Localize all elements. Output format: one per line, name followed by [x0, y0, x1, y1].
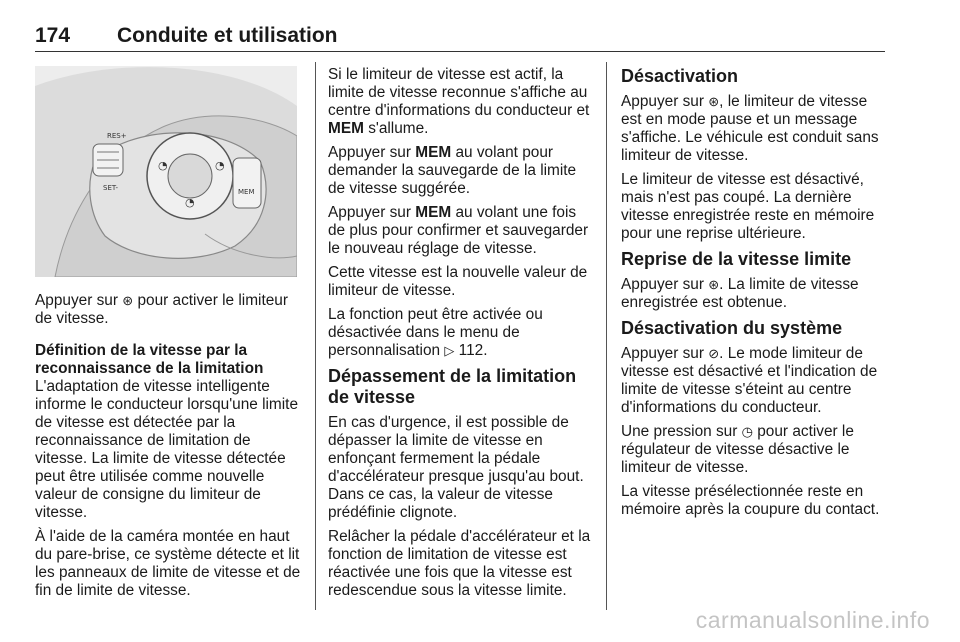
column-2	[328, 66, 594, 606]
paragraph: L'adaptation de vitesse intelligente informe le conducteur lorsqu'une limite de vitesse est détectée par la reconnaissance de limitation de vitesse. La limite de vitesse détectée peut être utilisée comme nouvelle valeur de consigne du limiteur de vitesse.	[35, 378, 299, 521]
paragraph: La vitesse présélectionnée reste en mémoire après la coupure du contact.	[621, 483, 880, 518]
paragraph: Cette vitesse est la nouvelle valeur de limiteur de vitesse.	[328, 264, 588, 299]
steering-wheel-drawing	[35, 66, 297, 277]
section-heading: Dépassement de la limitation de vitesse	[328, 366, 577, 407]
section-heading: Désactivation du système	[621, 318, 843, 338]
column-1	[35, 292, 301, 606]
section-heading: Reprise de la vitesse limite	[621, 249, 852, 269]
page-reference-arrow-icon: ▷	[444, 343, 455, 358]
page-number: 174	[35, 24, 71, 47]
paragraph: Le limiteur de vitesse est désactivé, mais n'est pas coupé. La dernière vitesse enregistrée reste en mémoire pour une reprise ultérieure.	[621, 171, 875, 242]
steering-wheel-controls-illustration	[35, 66, 297, 277]
paragraph: Appuyer sur MEM au volant une fois de plus pour confirmer et sauvegarder le nouveau réglage de vitesse.	[328, 204, 589, 257]
limiter-off-icon: ⊘	[708, 346, 720, 361]
paragraph: En cas d'urgence, il est possible de dépasser la limite de vitesse en enfonçant fermement la pédale d'accélérateur presque jusqu'au bout. Dans ce cas, la valeur de vitesse prédéfinie clignote.	[328, 414, 584, 521]
column-divider	[315, 62, 316, 610]
page-title: Conduite et utilisation	[117, 24, 338, 47]
paragraph: Une pression sur ◷ pour activer le régulateur de vitesse désactive le limiteur de vitesse.	[621, 423, 854, 476]
column-3	[621, 66, 889, 525]
svg-text:◔: ◔	[215, 159, 225, 172]
paragraph: À l'aide de la caméra montée en haut du pare-brise, ce système détecte et lit les panneaux de limite de vitesse et de fin de limite de vitesse.	[35, 528, 301, 599]
paragraph: Appuyer sur ⊛. La limite de vitesse enregistrée est obtenue.	[621, 276, 859, 311]
cruise-control-icon: ◷	[741, 424, 753, 439]
header-rule	[35, 51, 885, 52]
paragraph: Relâcher la pédale d'accélérateur et la fonction de limitation de vitesse est réactivée une fois que la vitesse est redescendue sous la vitesse limite.	[328, 528, 591, 599]
svg-text:◔: ◔	[185, 196, 195, 209]
column-divider	[606, 62, 607, 610]
svg-text:◔: ◔	[158, 159, 168, 172]
paragraph: Appuyer sur ⊘. Le mode limiteur de vitesse est désactivé et l'indication de limite de vitesse s'éteint au centre d'informations du conducteur.	[621, 345, 878, 416]
mem-label: MEM	[238, 188, 255, 196]
paragraph: Appuyer sur ⊛, le limiteur de vitesse est en mode pause et un message s'affiche. Le véhicule est conduit sans limiteur de vitesse.	[621, 93, 879, 164]
speed-limiter-icon: ⊛	[708, 277, 720, 292]
page-header	[35, 24, 338, 48]
section-heading: Désactivation	[621, 66, 739, 86]
speed-limiter-icon: ⊛	[708, 94, 720, 109]
watermark: carmanualsonline.info	[695, 607, 930, 633]
set-label: SET-	[103, 184, 119, 192]
section-heading: Définition de la vitesse par la reconnaissance de la limitation	[35, 342, 264, 377]
res-label: RES+	[107, 132, 127, 140]
speed-limiter-icon: ⊛	[122, 293, 134, 308]
paragraph: Si le limiteur de vitesse est actif, la limite de vitesse reconnue s'affiche au centre d'informations du conducteur et MEM s'allume.	[328, 66, 590, 137]
activation-paragraph: Appuyer sur ⊛ pour activer le limiteur de vitesse.	[35, 292, 288, 327]
paragraph: Appuyer sur MEM au volant pour demander la sauvegarde de la limite de vitesse suggérée.	[328, 144, 577, 197]
paragraph: La fonction peut être activée ou désactivée dans le menu de personnalisation ▷ 112.	[328, 306, 543, 359]
